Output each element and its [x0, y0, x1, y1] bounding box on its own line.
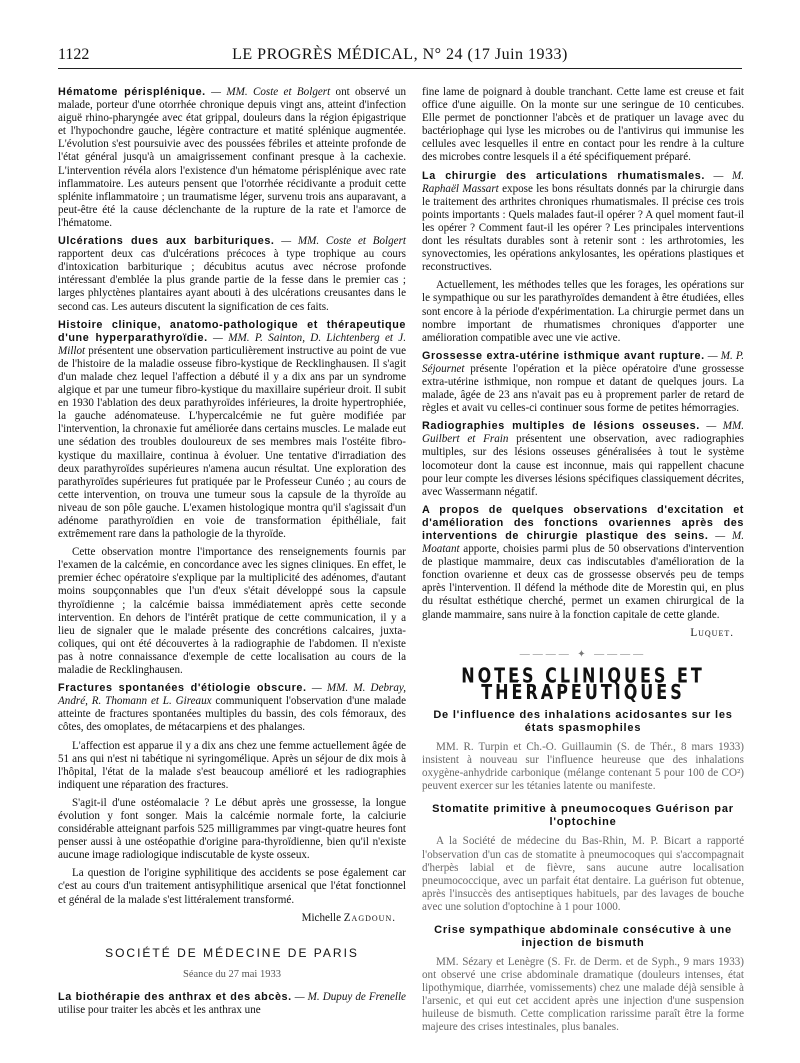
section-heading-notes: NOTES CLINIQUES ET THÉRAPEUTIQUES	[461, 663, 705, 704]
article-text: apporte, choisies parmi plus de 50 observations d'intervention de plastique mammaire, deux cas indiscutables d'amélioration de la fonction ovarienne et deux cas de grossesse observés peu de temps après l'intervention. Il défend la méthode dite de Morestin qui, en plus du résultat esthétique cherché, permet un examen chirurgical de la glande mammaire, sans nuire à la fonction capitale de cette glande.	[422, 543, 744, 621]
article-authors: — M. Dupuy de Frenelle	[291, 990, 406, 1003]
session-date: Séance du 27 mai 1933	[183, 968, 281, 980]
article-authors: — MM. Coste et Bolgert	[274, 235, 406, 248]
article-fractures	[58, 682, 406, 734]
article-paragraph: Cette observation montre l'importance des renseignements fournis par l'examen de la calcémie, en concordance avec les signes cliniques. En effet, le premier échec opératoire s'explique par la multiplicité des adénomes, d'autant moins soupçonnables que l'un d'eux s'était développé sous la capsule thyroïdienne ; la calcémie baissa immédiatement après cette seconde intervention. En dehors de l'intérêt pratique de cette communication, il y a lieu de signaler que le malade présente des concrétions calcaires, juxta-coliques, qui ont été découvertes à la radiographie de l'abdomen. Il n'existe pas à notre connaissance d'exemple de cette localisation au cours de la maladie de Recklinghausen.	[58, 546, 406, 677]
article-paragraph: S'agit-il d'une ostéomalacie ? Le début après une grossesse, la longue évolution y font songer. Mais la calcémie normale forte, la calciurie considérable atteignant parfois 525 milligrammes par vingt-quatre heures font penser aussi à une ostéopathie d'origine para-thyroïdienne, bien qu'il n'existe aucune image radiologique indiscutable de kyste osseux.	[58, 796, 406, 862]
article-chirurgie-plastique	[422, 504, 744, 622]
signature	[58, 912, 396, 925]
article-text: expose les bons résultats donnés par la chirurgie dans le traitement des arthrites chroniques rhumatismales. Il précise ces trois points importants : Quels malades faut-il opérer ? A quel moment faut-il les opérer ? Comment faut-il les opérer ? Les principales interventions dont les résultats durables sont à retenir sont : les arthrotomies, les synovectomies, les opérations ankylosantes, les opérations plastiques et reconstructives.	[422, 182, 744, 274]
left-column	[58, 86, 406, 1022]
signature-prefix: Michelle	[301, 911, 344, 924]
article-authors: — M. Moatant	[422, 530, 744, 556]
article-grossesse	[422, 350, 744, 415]
article-text: rapportent deux cas d'ulcérations précoces à type trophique au cours d'intoxication barbiturique ; décubitus acutus avec nécrose profonde intéressant d'emblée la plus grande partie de la fesse dans le premier cas ; larges phlyctènes plantaires ayant abouti à des ulcérations creusantes dans le second cas. Les auteurs discutent la signification de ces faits.	[58, 248, 406, 313]
page-header	[58, 46, 742, 69]
article-text: communiquent l'observation d'une malade atteinte de fractures spontanées multiples du bassin, des cols fémoraux, des côtes, des omoplates, de métacarpiens et des phalanges.	[58, 695, 407, 734]
article-authors: — MM. M. Debray, André, R. Thomann et L. Gireaux	[58, 682, 406, 708]
article-authors: — MM. P. Sainton, D. Lichtenberg et J. Millot	[58, 331, 406, 357]
note-inhalations	[422, 709, 744, 793]
signature	[422, 627, 734, 640]
article-paragraph: La question de l'origine syphilitique des accidents se pose également car c'est au cours d'un traitement antisyphilitique arsenical que l'état fonctionnel et général de la malade s'est littéralement transformé.	[58, 867, 406, 906]
article-authors: — MM. Guilbert et Frain	[422, 420, 745, 446]
article-chirurgie-articulations	[422, 170, 744, 275]
note-text: A la Société de médecine du Bas-Rhin, M. P. Bicart a rapporté l'observation d'un cas de stomatite à pneumocoques qui s'accompagnait d'herpès labial et de fièvre, sans aucune autre localisation pneumococcique, avec un parfait état dentaire. La guérison fut obtenue, après l'insuccès des antiseptiques habituels, par des lavages de bouche avec une solution d'optochine à 1 pour 1000.	[422, 835, 744, 913]
note-stomatite	[422, 803, 744, 914]
ornamental-divider: ———— ✦ ————	[519, 648, 647, 660]
page-number: 1122	[58, 46, 90, 63]
article-title: Ulcérations dues aux barbituriques.	[58, 235, 275, 248]
note-title: Crise sympathique abdominale consécutive à une injection de bismuth	[434, 923, 732, 949]
note-title: Stomatite primitive à pneumocoques Guérison par l'optochine	[432, 803, 734, 829]
article-title: La chirurgie des articulations rhumatismales.	[422, 169, 705, 182]
article-text: présentent une observation, avec radiographies multiples, sur des lésions osseuses généralisées à tout le système locomoteur dont la cause est inconnue, mais qui rappellent chacune pour leur compte les diverses lésions spécifiques classiquement décrites, avec Wassermann négatif.	[422, 433, 745, 498]
article-hematome	[58, 86, 406, 230]
article-biotherapie	[58, 991, 406, 1017]
article-text: présentent une observation particulièrement instructive au point de vue de l'histoire de la maladie osseuse fibro-kystique de Recklinghausen. Il s'agit d'un malade chez lequel l'affection a débuté il y a dix ans par un syndrome algique et par une tumeur fibro-kystique du maxillaire supérieur droit. Il subit en 1930 l'ablation des deux parathyroïdes inférieures, la droite hypertrophiée, la gauche adénomateuse. L'hypercalcémie ne fut guère modifiée par l'intervention, la chronaxie fut améliorée dans certains muscles. Le malade eut une sédation des troubles douloureux de ses membres mais l'ostéite fibro-kystique du maxillaire, continua à évoluer. Une tentative d'irradiation des deux parathyroïdes supérieures n'amena aucun résultat. Une exploration des parathyroïdes supérieures fut pratiquée par le Professeur Cunéo ; au cours de cette intervention, on trouva une tumeur sous la capsule de la thyroïde au niveau de son pôle gauche. L'examen histologique montra qu'il s'agissait d'un adénome parathyroïdien en voie de transformation épithéliale, fait extrêmement rare dans la pathologie de la thyroïde.	[58, 344, 406, 541]
article-authors: — M. Raphaël Massart	[422, 169, 744, 195]
article-title: Grossesse extra-utérine isthmique avant rupture.	[422, 349, 705, 362]
article-title: La biothérapie des anthrax et des abcès.	[58, 990, 292, 1003]
article-title: Radiographies multiples de lésions osseuses.	[422, 420, 700, 433]
signature-name: Zagdoun.	[343, 911, 396, 924]
note-crise-abdominale	[422, 924, 744, 1035]
article-hyperparathyroidie	[58, 319, 406, 542]
note-text: MM. R. Turpin et Ch.-O. Guillaumin (S. de Thér., 8 mars 1933) insistent à nouveau sur l'influence heureuse que des inhalations oxygène-anhydride carbonique (mélange contenant 5 pour 100 de CO²) peuvent exercer sur les tétanies latente ou manifeste.	[422, 741, 744, 793]
article-paragraph: Actuellement, les méthodes telles que les forages, les opérations sur le sympathique ou sur les parathyroïdes demandent à être étudiées, elles sont encore à la période d'expérimentation. La chirurgie permet dans un nombre important de rhumatismes chroniques d'apporter une amélioration compatible avec une vie active.	[422, 279, 744, 344]
article-authors: — MM. Coste et Bolgert	[205, 86, 331, 98]
right-column	[422, 86, 744, 1040]
journal-title: LE PROGRÈS MÉDICAL, N° 24 (17 Juin 1933)	[232, 46, 568, 63]
article-text: utilise pour traiter les abcès et les anthrax une	[58, 1004, 261, 1016]
article-text: présente l'opération et la pièce opératoire d'une grossesse extra-utérine isthmique, non rompue et datant de quelques jours. La malade, âgée de 23 ans n'avait pas eu à proprement parler de retard de règles et avait vu celles-ci continuer sous forme de petites hémorragies.	[422, 362, 744, 415]
article-continuation: fine lame de poignard à double tranchant. Cette lame est creuse et fait office d'une aiguille. On la monte sur une seringue de 10 centicubes. Elle permet de ponctionner l'abcès et de pratiquer un lavage avec du bactériophage qui lyse les microbes ou de l'antivirus qui immunise les cellules avec lesquelles il entre en contact pour les rendre à la culture des microbes contre lesquels il a été spécifiquement préparé.	[422, 86, 744, 164]
article-authors: — M. P. Séjournet	[422, 349, 744, 375]
article-ulcerations	[58, 235, 406, 314]
article-title: A propos de quelques observations d'excitation et d'amélioration des fonctions ovariennes après des interventions de chirurgie plastique des seins.	[422, 503, 744, 542]
article-radiographies	[422, 420, 744, 499]
article-title: Histoire clinique, anatomo-pathologique et thérapeutique d'une hyperparathyroïdie.	[58, 318, 406, 344]
note-text: MM. Sézary et Lenègre (S. Fr. de Derm. et de Syph., 9 mars 1933) ont observé une crise abdominale dramatique (douleurs intenses, état lipothymique, diarrhée, vomissements) chez une malade déjà sensible à l'arsenic, et qui eut cet accident après une injection d'une suspension huileuse de bismuth. Cette complication rarissime paraît être la forme majeure des crises intestinales, plus banales.	[422, 955, 744, 1034]
signature-name: Luquet.	[690, 626, 734, 639]
article-title: Hématome périsplénique.	[58, 86, 206, 98]
article-text: ont observé un malade, porteur d'une otorrhée chronique depuis vingt ans, atteint d'infection aiguë rhino-pharyngée avec état grippal, douleurs dans la région épigastrique et l'hypochondre gauche, légère contracture et matité splénique augmentée. L'évolution s'est poursuivie avec des poussées fébriles et atteinte profonde de l'état général jusqu'à un amaigrissement confinant presque à la cachexie. L'intervention révéla alors l'existence d'un hématome périsplénique avec rate inflammatoire. Les auteurs pensent que l'otorrhée récidivante a produit cette splénite inflammatoire ; un traumatisme léger, survenu trois ans auparavant, a peut-être été la cause déclenchante de la rupture de la rate et l'amorce de l'hématome.	[58, 86, 406, 229]
article-title: Fractures spontanées d'étiologie obscure.	[58, 682, 307, 695]
society-heading: SOCIÉTÉ DE MÉDECINE DE PARIS	[105, 945, 359, 960]
note-title: De l'influence des inhalations acidosantes sur les états spasmophiles	[433, 709, 733, 735]
article-paragraph: L'affection est apparue il y a dix ans chez une femme actuellement âgée de 51 ans qui n'est ni tabétique ni syringomélique. Après un séjour de dix mois à l'hôpital, l'état de la malade s'est beaucoup amélioré et les radiographies indiquent une réparation des fractures.	[58, 739, 406, 791]
